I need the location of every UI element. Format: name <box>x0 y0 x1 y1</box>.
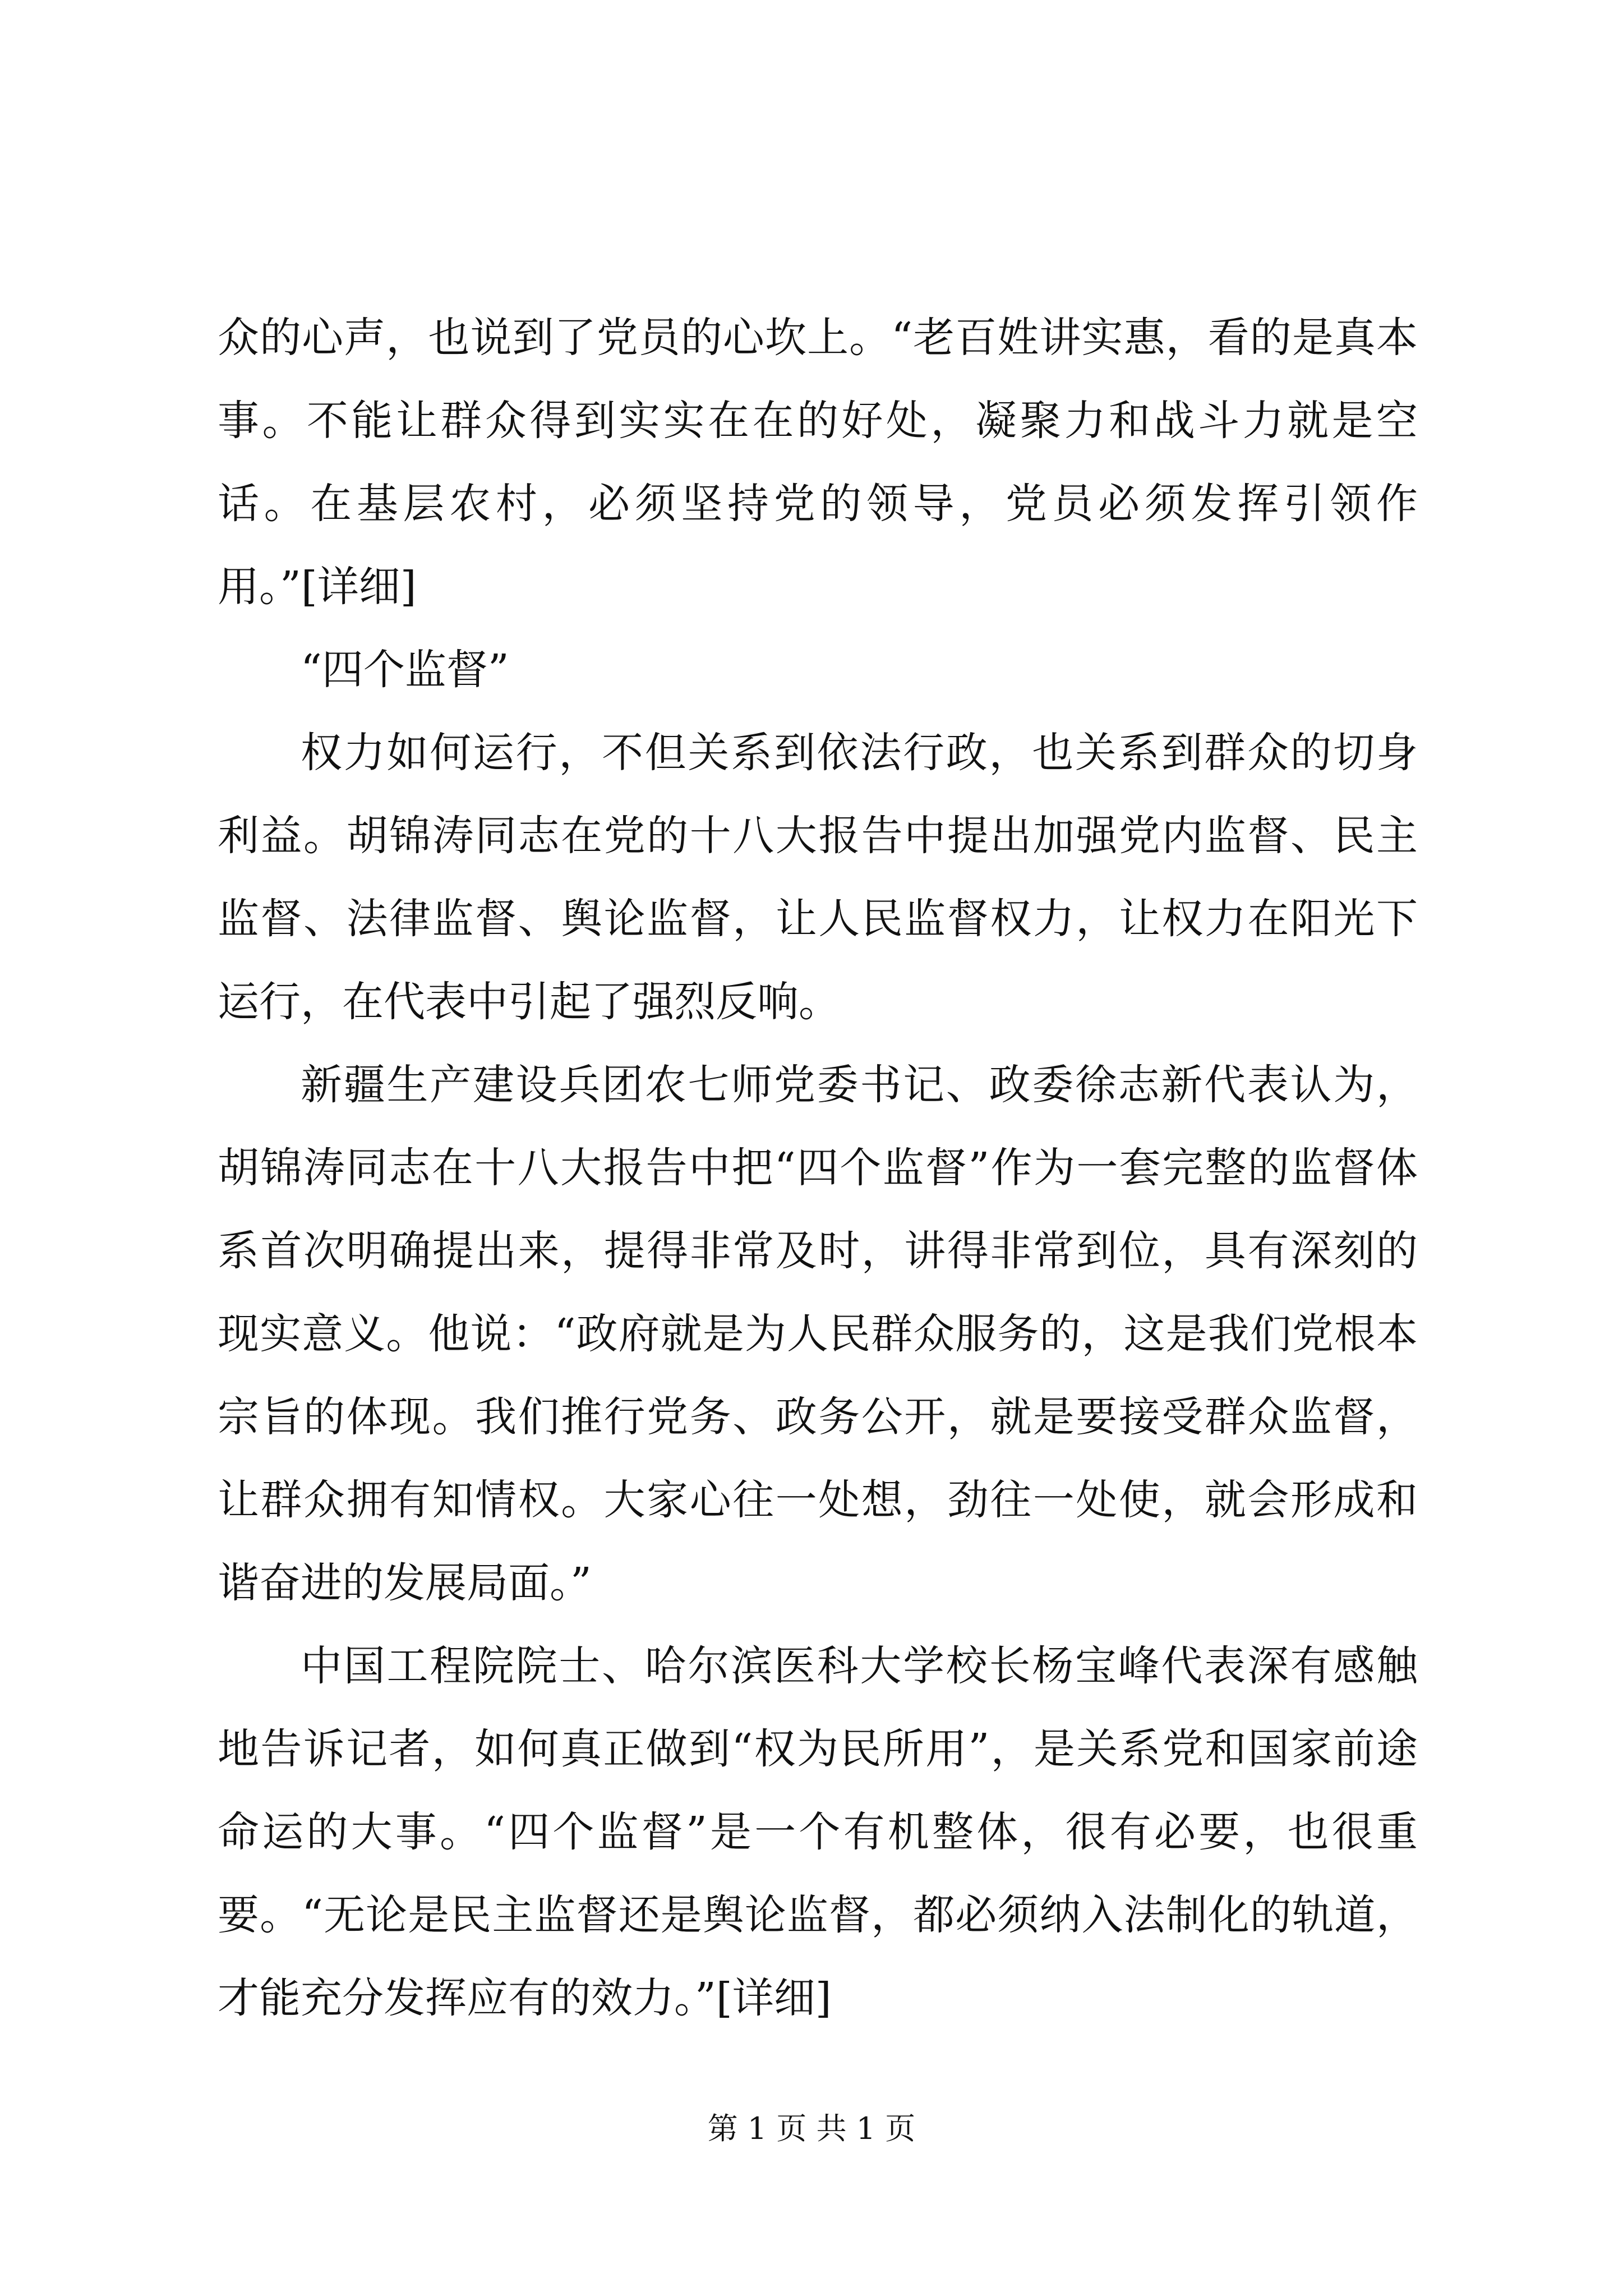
paragraph-continued: 众的心声，也说到了党员的心坎上。“老百姓讲实惠，看的是真本事。不能让群众得到实实在在的好处，凝聚力和战斗力就是空话。在基层农村，必须坚持党的领导，党员必须发挥引领作用。”[详细] <box>218 314 1418 611</box>
document-body <box>218 296 1418 2040</box>
paragraph: 新疆生产建设兵团农七师党委书记、政委徐志新代表认为，胡锦涛同志在十八大报告中把“四个监督”作为一套完整的监督体系首次明确提出来，提得非常及时，讲得非常到位，具有深刻的现实意义。他说：“政府就是为人民群众服务的，这是我们党根本宗旨的体现。我们推行党务、政务公开，就是要接受群众监督，让群众拥有知情权。大家心往一处想，劲往一处使，就会形成和谐奋进的发展局面。” <box>218 1061 1418 1607</box>
section-heading: “四个监督” <box>301 646 509 694</box>
paragraph: 中国工程院院士、哈尔滨医科大学校长杨宝峰代表深有感触地告诉记者，如何真正做到“权为民所用”，是关系党和国家前途命运的大事。“四个监督”是一个有机整体，很有必要，也很重要。“无论是民主监督还是舆论监督，都必须纳入法制化的轨道，才能充分发挥应有的效力。”[详细] <box>218 1642 1418 2022</box>
page-footer: 第 1 页 共 1 页 <box>707 2111 916 2146</box>
paragraph: 权力如何运行，不但关系到依法行政，也关系到群众的切身利益。胡锦涛同志在党的十八大报告中提出加强党内监督、民主监督、法律监督、舆论监督，让人民监督权力，让权力在阳光下运行，在代表中引起了强烈反响。 <box>218 729 1418 1026</box>
